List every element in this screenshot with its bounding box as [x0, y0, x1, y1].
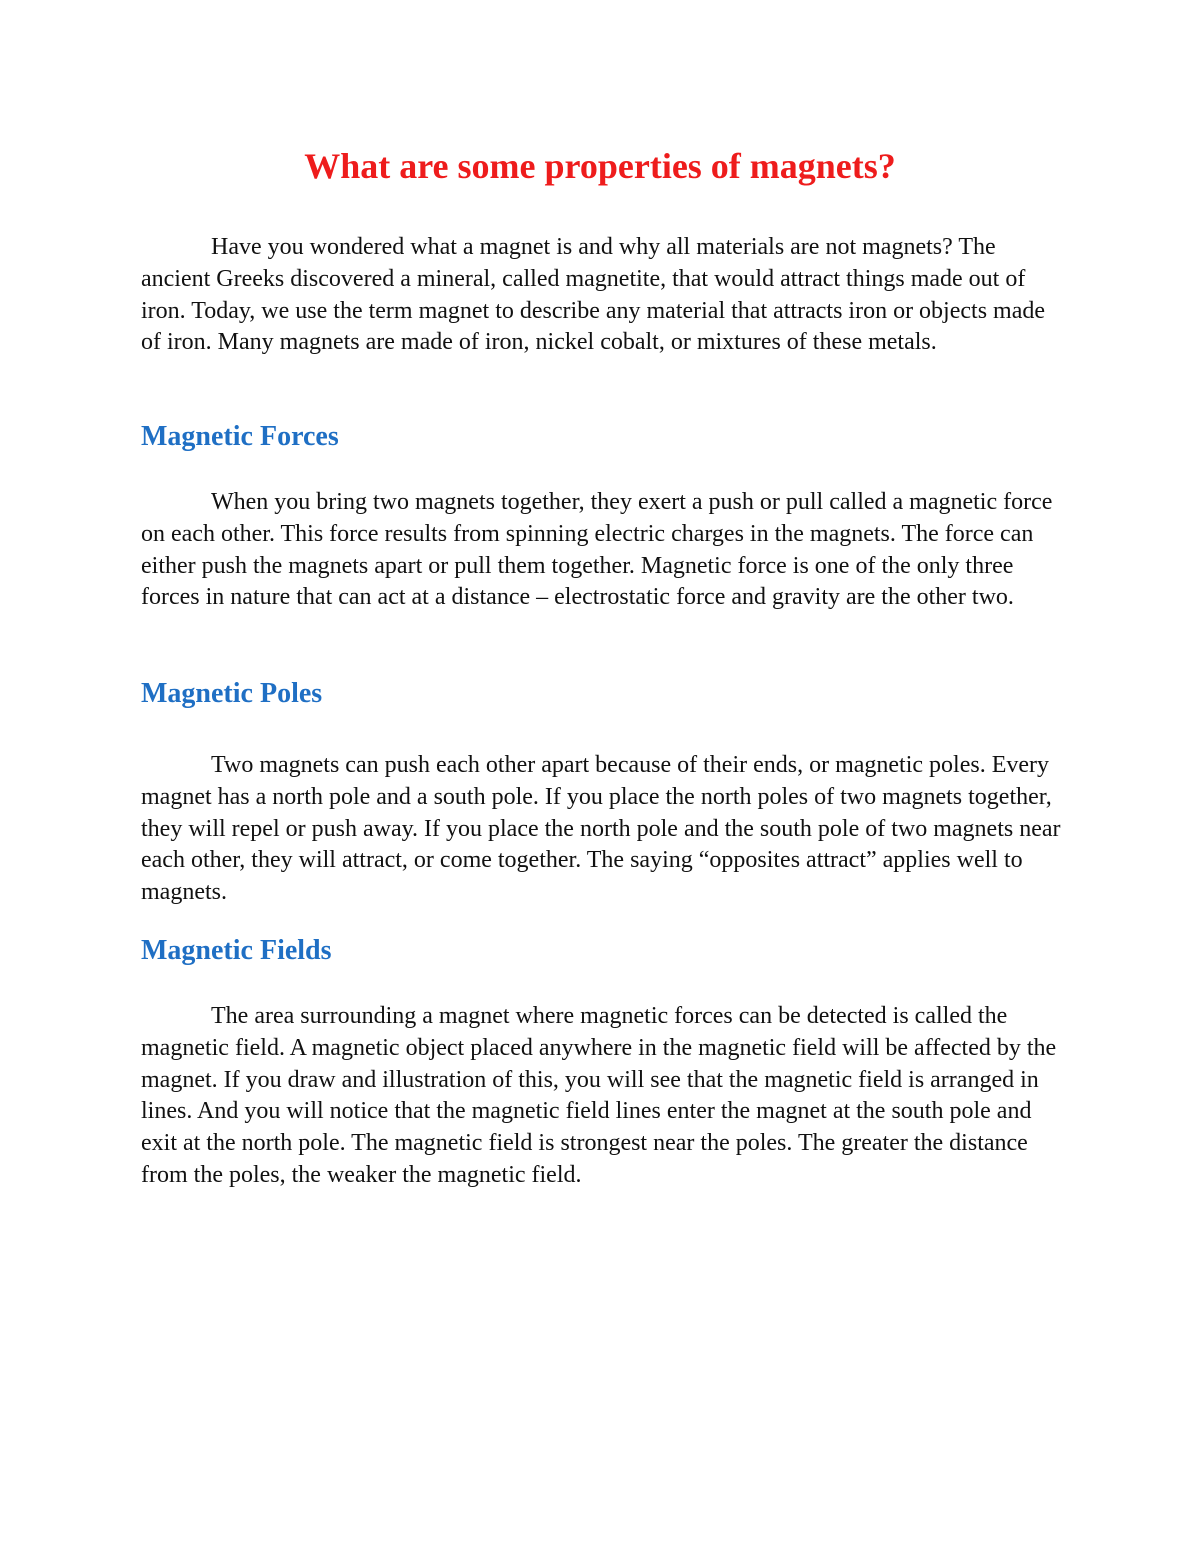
page-title: What are some properties of magnets?	[304, 146, 896, 186]
section-body-magnetic-fields: The area surrounding a magnet where magnetic forces can be detected is called the magnetic field. A magnetic object placed anywhere in the magnetic field will be affected by the magnet. If you draw and illustration of this, you will see that the magnetic field is arranged in lines. And you will notice that the magnetic field lines enter the magnet at the south pole and exit at the north pole. The magnetic field is strongest near the poles. The greater the distance from the poles, the weaker the magnetic field.	[141, 1003, 1057, 1188]
section-body-magnetic-poles: Two magnets can push each other apart because of their ends, or magnetic poles. Every magnet has a north pole and a south pole. If you place the north poles of two magnets together, they will repel or push away. If you place the north pole and the south pole of two magnets near each other, they will attract, or come together. The saying “opposites attract” applies well to magnets.	[141, 752, 1061, 906]
intro-paragraph: Have you wondered what a magnet is and why all materials are not magnets? The ancient Greeks discovered a mineral, called magnetite, that would attract things made out of iron. Today, we use the term magnet to describe any material that attracts iron or objects made of iron. Many magnets are made of iron, nickel cobalt, or mixtures of these metals.	[141, 234, 1046, 356]
section-heading-magnetic-fields: Magnetic Fields	[141, 935, 332, 966]
section-heading-magnetic-poles: Magnetic Poles	[141, 678, 323, 709]
section-heading-magnetic-forces: Magnetic Forces	[141, 421, 339, 452]
section-body-magnetic-forces: When you bring two magnets together, they exert a push or pull called a magnetic force on each other. This force results from spinning electric charges in the magnets. The force can either push the magnets apart or pull them together. Magnetic force is one of the only three forces in nature that can act at a distance – electrostatic force and gravity are the other two.	[141, 489, 1053, 611]
